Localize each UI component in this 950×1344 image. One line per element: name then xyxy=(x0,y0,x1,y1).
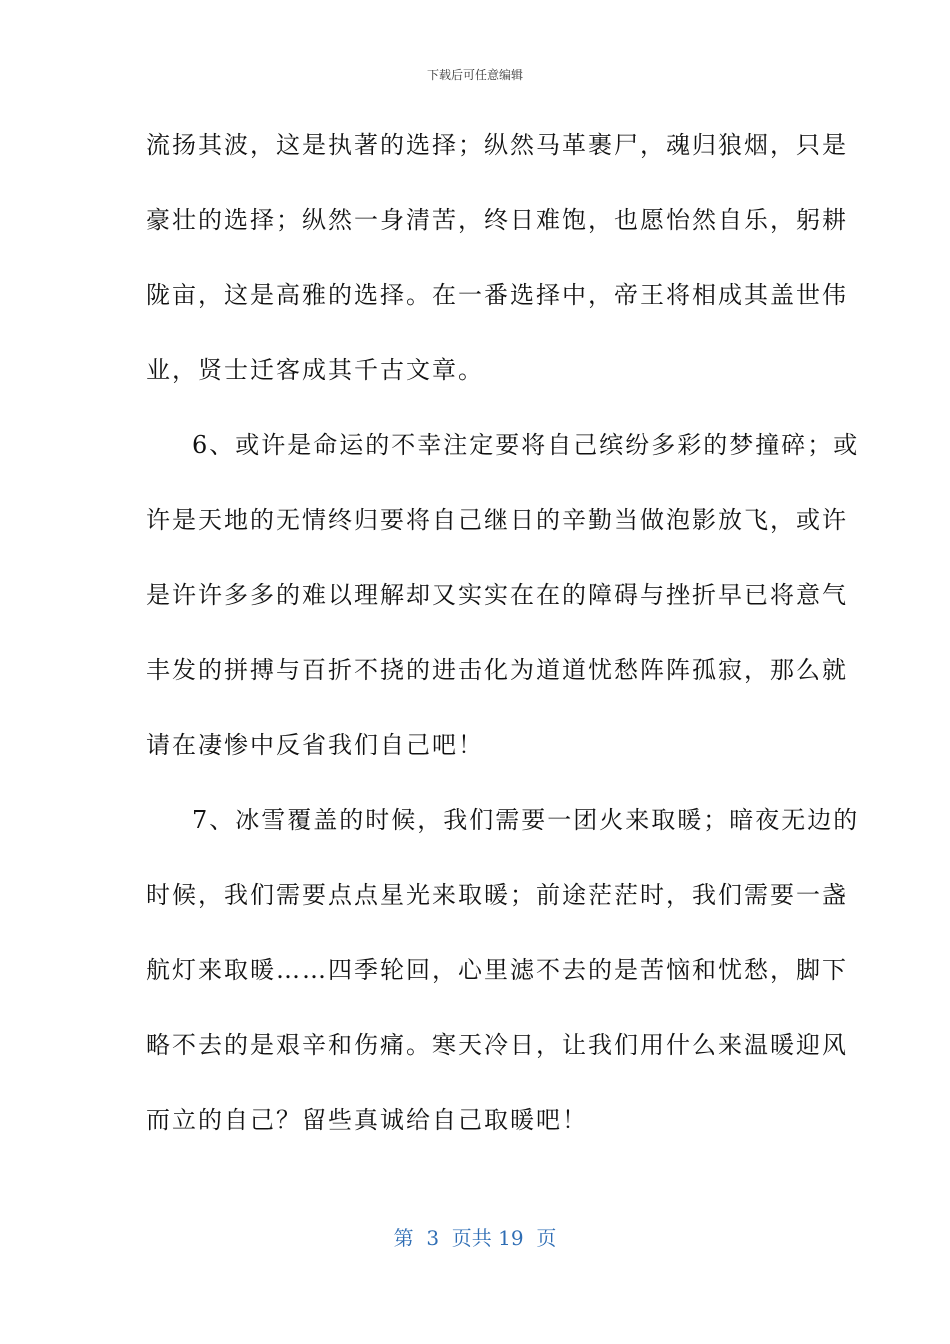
text-line: 豪壮的选择；纵然一身清苦，终日难饱，也愿怡然自乐，躬耕 xyxy=(146,206,848,234)
paragraph-7-start: 7、冰雪覆盖的时候，我们需要一团火来取暖；暗夜无边的 xyxy=(192,806,860,834)
document-body xyxy=(146,112,860,1162)
text-line: 许是天地的无情终归要将自己继日的辛勤当做泡影放飞，或许 xyxy=(146,506,848,534)
header-note: 下载后可任意编辑 xyxy=(426,68,523,82)
text-line: 丰发的拼搏与百折不挠的进击化为道道忧愁阵阵孤寂，那么就 xyxy=(146,656,848,684)
page-number-footer: 第 3 页共 19 页 xyxy=(393,1226,557,1250)
text-line: 陇亩，这是高雅的选择。在一番选择中，帝王将相成其盖世伟 xyxy=(146,281,848,309)
text-line: 时候，我们需要点点星光来取暖；前途茫茫时，我们需要一盏 xyxy=(146,881,848,909)
text-line: 是许许多多的难以理解却又实实在在的障碍与挫折早已将意气 xyxy=(146,581,848,609)
text-line: 航灯来取暖……四季轮回，心里滤不去的是苦恼和忧愁，脚下 xyxy=(146,956,848,984)
paragraph-6-start: 6、或许是命运的不幸注定要将自己缤纷多彩的梦撞碎；或 xyxy=(192,431,860,459)
text-line: 略不去的是艰辛和伤痛。寒天冷日，让我们用什么来温暖迎风 xyxy=(146,1031,848,1059)
text-line: 流扬其波，这是执著的选择；纵然马革裹尸，魂归狼烟，只是 xyxy=(146,131,848,159)
text-line: 而立的自己？留些真诚给自己取暖吧！ xyxy=(146,1106,588,1134)
text-line: 请在凄惨中反省我们自己吧！ xyxy=(146,731,484,759)
text-line: 业，贤士迁客成其千古文章。 xyxy=(146,356,484,384)
